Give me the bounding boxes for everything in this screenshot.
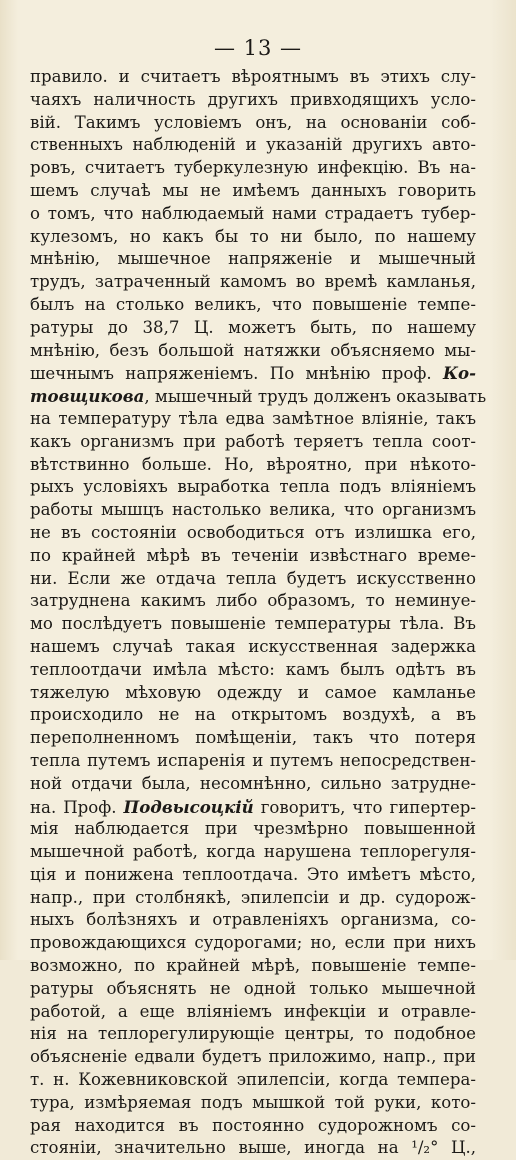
author-name-kotovshchikov: товщикова <box>30 386 145 407</box>
text-line: на. Проф. Подвысоцкій говоритъ, что гипертер- <box>30 796 476 817</box>
text-line: работой, а еще вліяніемъ инфекціи и отравле- <box>30 1001 476 1021</box>
text-line: ратуры до 38,7 Ц. можетъ быть, по нашему <box>30 317 476 337</box>
text-line: вѣтствинно больше. Но, вѣроятно, при нѣкото- <box>30 454 476 474</box>
text-line: былъ на столько великъ, что повышеніе темпе- <box>30 294 476 314</box>
text-line: рыхъ условіяхъ выработка тепла подъ вліяніемъ <box>30 477 476 497</box>
text-line: возможно, по крайней мѣрѣ, повышеніе темпе- <box>30 956 476 976</box>
text-line: чаяхъ наличность другихъ привходящихъ усло- <box>30 89 476 109</box>
text-line: на температуру тѣла едва замѣтное вліяніе, такъ <box>30 408 476 428</box>
text-line: стояніи, значительно выше, иногда на ¹/₂° Ц., <box>30 1138 476 1158</box>
text-line: тура, измѣряемая подъ мышкой той руки, кото- <box>30 1092 476 1112</box>
text-line: вій. Такимъ условіемъ онъ, на основаніи соб- <box>30 112 476 132</box>
text-line: о томъ, что наблюдаемый нами страдаетъ тубер- <box>30 203 476 223</box>
text-line: теплоотдачи имѣла мѣсто: камъ былъ одѣтъ въ <box>30 659 476 679</box>
text-line: шемъ случаѣ мы не имѣемъ данныхъ говорить <box>30 180 476 200</box>
text-line: трудъ, затраченный камомъ во времѣ камланья, <box>30 272 476 292</box>
text-line: мнѣнію, мышечное напряженіе и мышечный <box>30 249 476 269</box>
text-line: ной отдачи была, несомнѣнно, сильно затрудне- <box>30 773 476 793</box>
text-line: не въ состояніи освободиться отъ излишка его, <box>30 522 476 542</box>
body-text <box>30 66 487 1160</box>
text-line: ровъ, считаетъ туберкулезную инфекцію. Въ на- <box>30 158 476 178</box>
text-line: происходило не на открытомъ воздухѣ, а въ <box>30 705 476 725</box>
text-line: нія на теплорегулирующіе центры, то подобное <box>30 1024 476 1044</box>
text-line: объясненіе едвали будетъ приложимо, напр., при <box>30 1047 476 1067</box>
text-line: напр., при столбнякѣ, эпилепсіи и др. судорож- <box>30 887 476 907</box>
text-line: ція и понижена теплоотдача. Это имѣетъ мѣсто, <box>30 864 476 884</box>
text-line: какъ организмъ при работѣ теряетъ тепла соот- <box>30 431 476 451</box>
text-line: т. н. Кожевниковской эпилепсіи, когда темпера- <box>30 1070 476 1090</box>
text-line: тяжелую мѣховую одежду и самое камланье <box>30 682 476 702</box>
text-line: ни. Если же отдача тепла будетъ искусственно <box>30 568 476 588</box>
text-line: мнѣнію, безъ большой натяжки объясняемо мы- <box>30 340 476 360</box>
text-line: работы мышцъ настолько велика, что организмъ <box>30 500 476 520</box>
text-line: тепла путемъ испаренія и путемъ непосредствен- <box>30 750 476 770</box>
text-line: шечнымъ напряженіемъ. По мнѣнію проф. Ко- <box>30 363 476 384</box>
author-name-podvysotsky: Подвысоцкій <box>123 796 254 817</box>
page-number: — 13 — <box>213 36 303 60</box>
text-line: кулезомъ, но какъ бы то ни было, по нашему <box>30 226 476 246</box>
text-line: мія наблюдается при чрезмѣрно повышенной <box>30 819 476 839</box>
text-line: ственныхъ наблюденій и указаній другихъ авто- <box>30 135 476 155</box>
text-line: рая находится въ постоянно судорожномъ со- <box>30 1115 476 1135</box>
text-line: правило. и считаетъ вѣроятнымъ въ этихъ слу- <box>30 67 476 86</box>
text-line: переполненномъ помѣщеніи, такъ что потеря <box>30 728 476 748</box>
text-line: ратуры объяснять не одной только мышечной <box>30 978 476 998</box>
text-line: товщикова, мышечный трудъ долженъ оказывать <box>30 386 487 407</box>
text-line: мышечной работѣ, когда нарушена теплорегуля- <box>30 842 476 862</box>
text-line: мо послѣдуетъ повышеніе температуры тѣла. Въ <box>30 614 476 634</box>
text-line: по крайней мѣрѣ въ теченіи извѣстнаго време- <box>30 545 476 565</box>
text-line: затруднена какимъ либо образомъ, то неминуе- <box>30 591 476 611</box>
text-line: провождающихся судорогами; но, если при нихъ <box>30 933 476 953</box>
author-name-kotovshchikov: Ко- <box>442 363 476 384</box>
text-line: нашемъ случаѣ такая искусственная задержка <box>30 636 476 656</box>
text-line: ныхъ болѣзняхъ и отравленіяхъ организма, со- <box>30 910 476 930</box>
